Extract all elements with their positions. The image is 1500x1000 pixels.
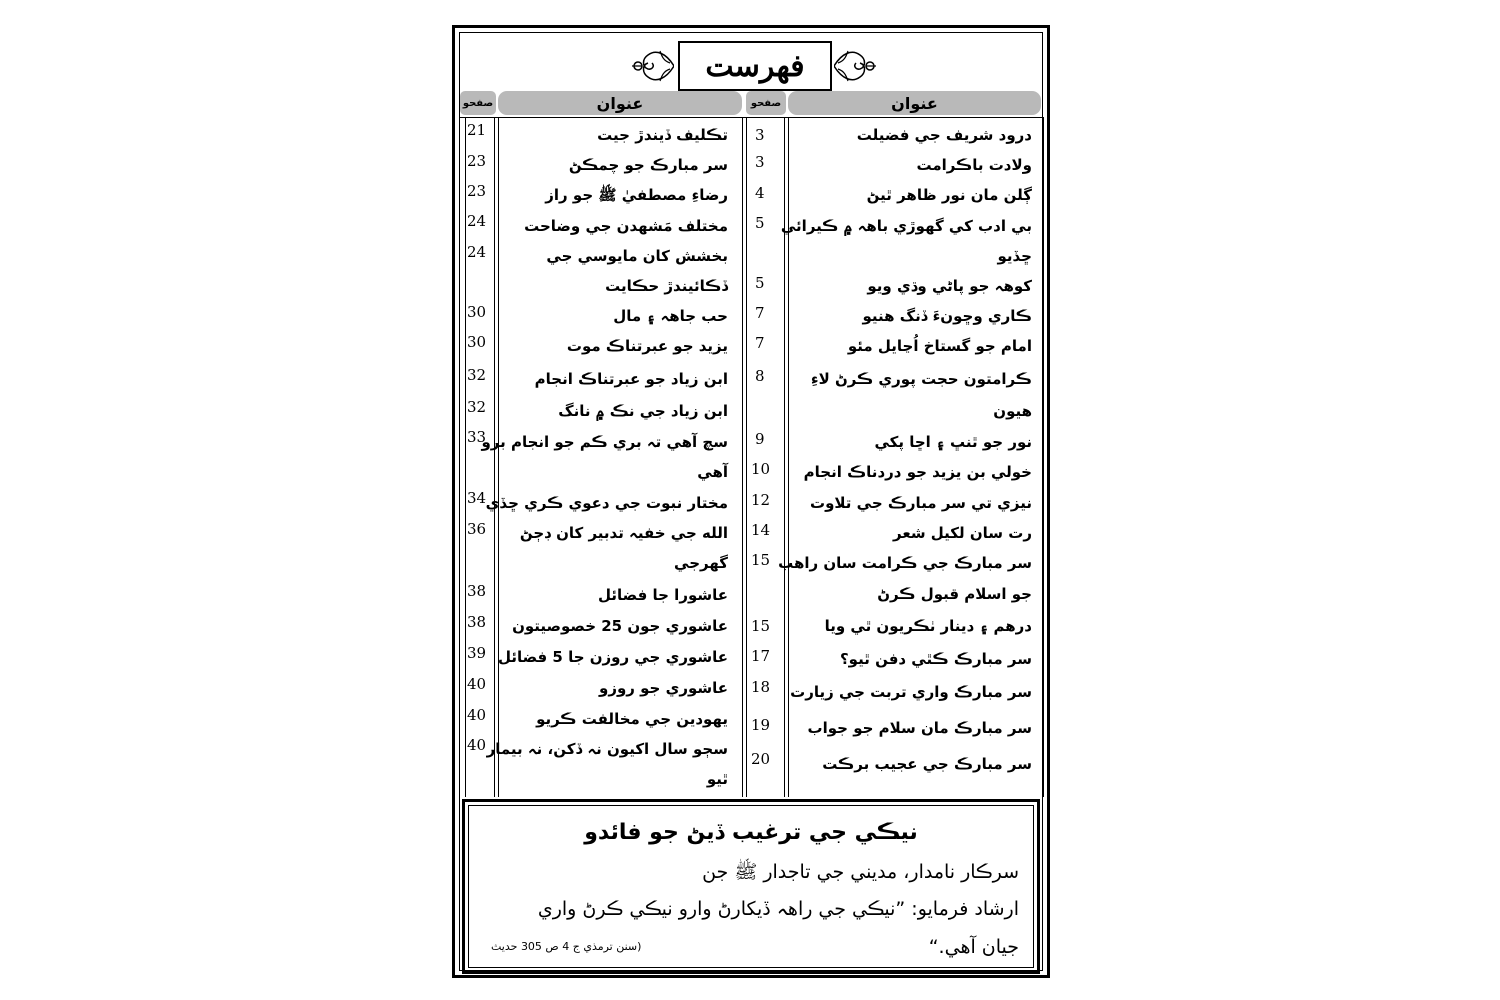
list-item: خولي بن يزيد جو دردناڪ انجام — [803, 463, 1032, 481]
header-page-right: صفحو — [746, 91, 786, 115]
header-topic-left: عنوان — [498, 91, 742, 115]
list-item: تڪليف ڏيندڙ جيت — [597, 126, 728, 144]
list-item: سر مبارڪ واري تربت جي زيارت — [790, 683, 1032, 701]
page-number: 14 — [751, 521, 771, 539]
page-number: 24 — [467, 243, 487, 261]
page-number: 40 — [467, 706, 487, 724]
hadith-title: نيڪي جي ترغيب ڏيڻ جو فائدو — [584, 820, 918, 845]
list-item: ڪرامتون حجت پوري ڪرڻ لاءِ — [810, 370, 1032, 388]
page-number: 32 — [467, 366, 487, 384]
list-item: سڄو سال اکيون نہ ڏکن، نہ بيمار — [486, 740, 728, 758]
list-item: عاشوري جون 25 خصوصيتون — [512, 617, 728, 635]
rule — [498, 117, 499, 797]
page-number: 12 — [751, 491, 771, 509]
page-number: 7 — [755, 334, 765, 352]
page-number: 36 — [467, 520, 487, 538]
list-item: الله جي خفيہ تدبير کان ڊڄڻ — [519, 524, 728, 542]
page-number: 4 — [755, 184, 765, 202]
list-item: ولادت باڪرامت — [916, 156, 1032, 174]
page-number: 17 — [751, 647, 771, 665]
list-item: سچ آهي تہ بري ڪم جو انجام برو — [481, 433, 728, 451]
page-number: 38 — [467, 613, 487, 631]
list-item: آهي — [697, 463, 728, 481]
list-item: ابن زياد جي نڪ ۾ نانگ — [558, 402, 728, 420]
page-number: 3 — [755, 126, 765, 144]
hadith-line: سرڪار نامدار، مديني جي تاجدار ﷺ جن — [702, 861, 1019, 883]
list-item: ابن زياد جو عبرتناڪ انجام — [534, 370, 728, 388]
page-number: 32 — [467, 398, 487, 416]
list-item: سر مبارڪ مان سلام جو جواب — [807, 719, 1032, 737]
list-item: ڏڪائيندڙ حڪايت — [605, 277, 728, 295]
list-item: عاشورا جا فضائل — [598, 586, 728, 604]
ornament-left-icon — [630, 43, 674, 89]
page-number: 9 — [755, 430, 765, 448]
page-number: 38 — [467, 582, 487, 600]
list-item: ڳلن مان نور ظاهر ٿيڻ — [866, 186, 1032, 204]
page-number: 40 — [467, 675, 487, 693]
hadith-line: جيان آهي.“ — [928, 936, 1019, 958]
list-item: سر مبارڪ ڪٿي دفن ٿيو؟ — [839, 650, 1032, 668]
list-item: جو اسلام قبول ڪرڻ — [877, 585, 1032, 603]
hadith-citation: (سنن ترمذي ج 4 ص 305 حديث — [491, 940, 642, 953]
list-item: مختار نبوت جي دعوي ڪري ڇڏي — [485, 494, 728, 512]
page-title: فهرست — [705, 48, 805, 84]
page-number: 30 — [467, 303, 487, 321]
page-number: 34 — [467, 489, 487, 507]
list-item: نور جو ٿنڀ ۽ اڇا پکي — [874, 433, 1032, 451]
list-item: يهودين جي مخالفت ڪريو — [536, 710, 728, 728]
list-item: رضاءِ مصطفيٰ ﷺ جو راز — [545, 186, 728, 204]
list-item: درهم ۽ دينار ٺڪريون ٿي ويا — [824, 617, 1032, 635]
list-item: ڪاري وڇونءَ ڏنگ هنيو — [862, 307, 1032, 325]
page-number: 23 — [467, 182, 487, 200]
list-item: ڇڏيو — [997, 247, 1032, 265]
page-number: 15 — [751, 551, 771, 569]
page-number: 40 — [467, 736, 487, 754]
page-number: 21 — [467, 121, 487, 139]
list-item: مختلف مَشهدن جي وضاحت — [524, 217, 728, 235]
list-item: امام جو گستاخ اُڃايل مئو — [847, 337, 1032, 355]
hadith-line: ارشاد فرمايو: ”نيڪي جي راهہ ڏيکارڻ وارو نيڪي ڪرڻ واري — [537, 898, 1019, 920]
list-item: بخشش کان مايوسي جي — [546, 247, 728, 265]
title-box — [678, 41, 832, 91]
list-item: درود شريف جي فضيلت — [856, 126, 1032, 144]
list-item: هيون — [993, 402, 1032, 420]
page-number: 30 — [467, 333, 487, 351]
list-item: ٿيو — [706, 770, 728, 788]
page-number: 10 — [751, 460, 771, 478]
page-number: 7 — [755, 304, 765, 322]
hadith-box — [462, 799, 1040, 974]
list-item: عاشوري جو روزو — [599, 679, 728, 697]
page-number: 5 — [755, 274, 765, 292]
page-number: 8 — [755, 367, 765, 385]
header-page-left: صفحو — [460, 91, 496, 115]
page-number: 39 — [467, 644, 487, 662]
header-topic-right: عنوان — [788, 91, 1041, 115]
list-item: سر مبارڪ جي عجيب برڪت — [822, 755, 1032, 773]
ornament-right-icon — [834, 43, 878, 89]
rule — [1043, 117, 1044, 797]
page-number: 23 — [467, 152, 487, 170]
page-number: 24 — [467, 212, 487, 230]
rule — [746, 117, 747, 797]
list-item: عاشوري جي روزن جا 5 فضائل — [497, 648, 728, 666]
list-item: رت سان لکيل شعر — [893, 524, 1032, 542]
index-frame — [459, 32, 1043, 971]
list-item: سر مبارڪ جو چمڪڻ — [568, 156, 728, 174]
table-top-rule — [460, 117, 1042, 118]
page-number: 3 — [755, 153, 765, 171]
page-number: 33 — [467, 428, 487, 446]
rule — [494, 117, 495, 797]
hadith-box-inner — [468, 805, 1034, 968]
list-item: سر مبارڪ جي ڪرامت سان راهب — [778, 554, 1032, 572]
page-number: 15 — [751, 617, 771, 635]
title-area — [460, 39, 1042, 99]
list-item: کوهہ جو پاڻي وڌي ويو — [867, 277, 1032, 295]
page-number: 20 — [751, 750, 771, 768]
list-item: حب جاهہ ۽ مال — [613, 307, 728, 325]
rule — [742, 117, 743, 797]
list-item: بي ادب کي گهوڙي باهہ ۾ ڪيرائي — [780, 217, 1032, 235]
index-page — [452, 25, 1050, 978]
page-number: 5 — [755, 214, 765, 232]
list-item: گهرجي — [674, 554, 728, 572]
rule — [465, 117, 466, 797]
page-number: 18 — [751, 678, 771, 696]
list-item: نيزي تي سر مبارڪ جي تلاوت — [810, 494, 1032, 512]
list-item: يزيد جو عبرتناڪ موت — [566, 337, 728, 355]
page-number: 19 — [751, 716, 771, 734]
